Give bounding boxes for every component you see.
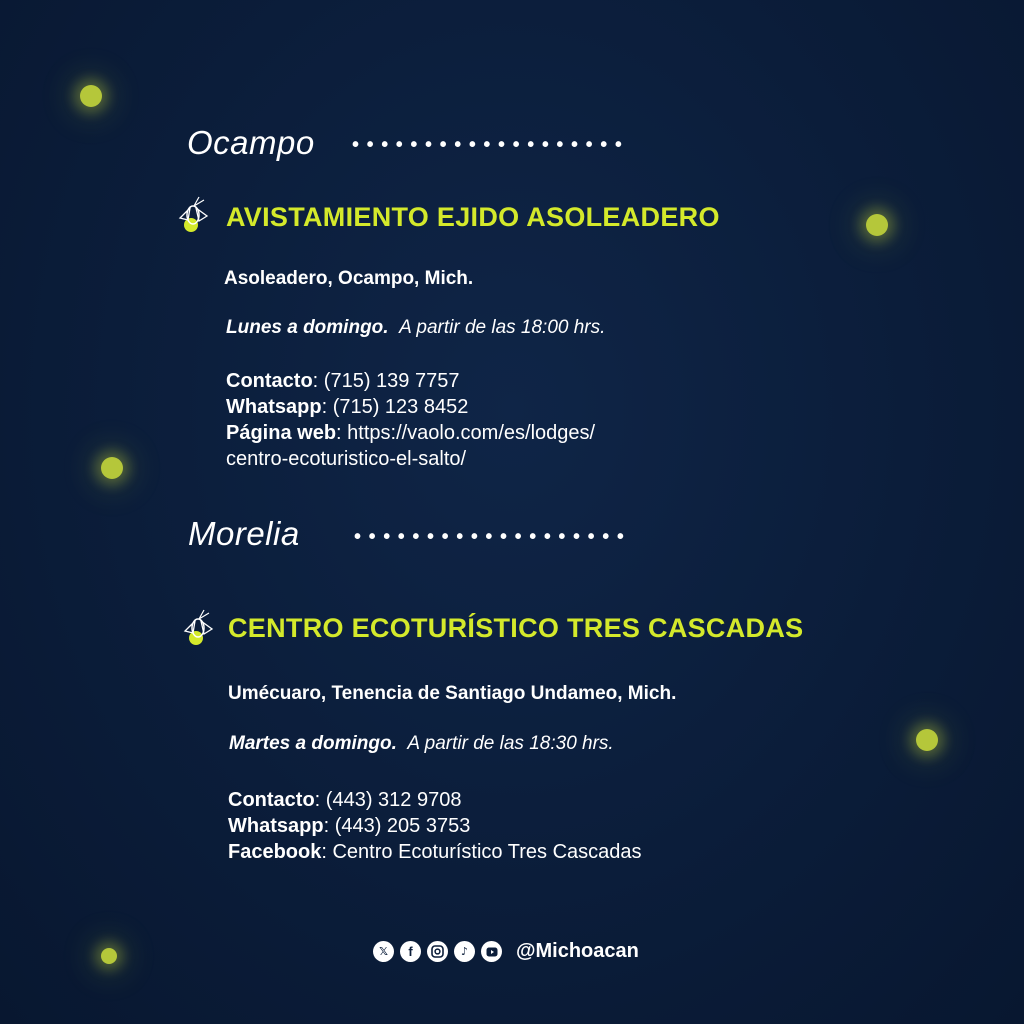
contact-label: Contacto bbox=[228, 789, 315, 811]
website-link[interactable]: https://vaolo.com/es/lodges/ bbox=[347, 422, 596, 444]
schedule-days: Lunes a domingo. bbox=[226, 317, 389, 338]
tiktok-icon[interactable]: ♪ bbox=[454, 941, 475, 962]
dotted-divider: ••••••••••••••••••• bbox=[352, 134, 630, 156]
facebook-icon[interactable]: f bbox=[400, 941, 421, 962]
firefly-glow-icon bbox=[80, 85, 102, 107]
place-title: CENTRO ECOTURÍSTICO TRES CASCADAS bbox=[228, 613, 804, 643]
x-icon[interactable]: 𝕏 bbox=[373, 941, 394, 962]
social-handle[interactable]: @Michoacan bbox=[516, 940, 639, 962]
firefly-glow-icon bbox=[101, 457, 123, 479]
facebook-label: Facebook bbox=[228, 841, 322, 863]
contact-label: Contacto bbox=[226, 370, 313, 392]
instagram-icon[interactable] bbox=[427, 941, 448, 962]
schedule-hours: A partir de las 18:00 hrs. bbox=[399, 317, 606, 338]
contact-phone[interactable]: (715) 139 7757 bbox=[323, 370, 460, 392]
website-label: Página web bbox=[226, 422, 337, 444]
firefly-icon bbox=[181, 607, 217, 647]
schedule-hours: A partir de las 18:30 hrs. bbox=[407, 733, 614, 754]
firefly-glow-icon bbox=[916, 729, 938, 751]
whatsapp-label: Whatsapp bbox=[226, 396, 322, 418]
whatsapp-phone[interactable]: (443) 205 3753 bbox=[334, 815, 471, 837]
place-schedule bbox=[226, 317, 605, 339]
contact-phone[interactable]: (443) 312 9708 bbox=[325, 789, 462, 811]
youtube-icon[interactable] bbox=[481, 941, 502, 962]
contact-block: Contacto: (443) 312 9708 Whatsapp: (443) 205 3753 Facebook: Centro Ecoturístico Tres Cascadas bbox=[228, 789, 642, 863]
social-links bbox=[373, 940, 639, 963]
city-heading-ocampo: Ocampo bbox=[187, 124, 315, 161]
place-schedule bbox=[229, 733, 614, 755]
website-link-continued[interactable]: centro-ecoturistico-el-salto/ bbox=[226, 448, 467, 470]
whatsapp-phone[interactable]: (715) 123 8452 bbox=[332, 396, 469, 418]
whatsapp-label: Whatsapp bbox=[228, 815, 324, 837]
dotted-divider: ••••••••••••••••••• bbox=[354, 526, 632, 548]
facebook-page[interactable]: Centro Ecoturístico Tres Cascadas bbox=[332, 841, 642, 863]
place-title: AVISTAMIENTO EJIDO ASOLEADERO bbox=[226, 202, 720, 232]
place-address: Asoleadero, Ocampo, Mich. bbox=[224, 268, 474, 289]
place-address: Umécuaro, Tenencia de Santiago Undameo, Mich. bbox=[228, 683, 677, 704]
firefly-glow-icon bbox=[101, 948, 117, 964]
schedule-days: Martes a domingo. bbox=[229, 733, 397, 754]
contact-block: Contacto: (715) 139 7757 Whatsapp: (715) 123 8452 Página web: https://vaolo.com/es/lodges/ centro-ecoturistico-el-salto/ bbox=[226, 370, 596, 470]
firefly-glow-icon bbox=[866, 214, 888, 236]
firefly-icon bbox=[176, 194, 212, 234]
city-heading-morelia: Morelia bbox=[188, 515, 300, 552]
